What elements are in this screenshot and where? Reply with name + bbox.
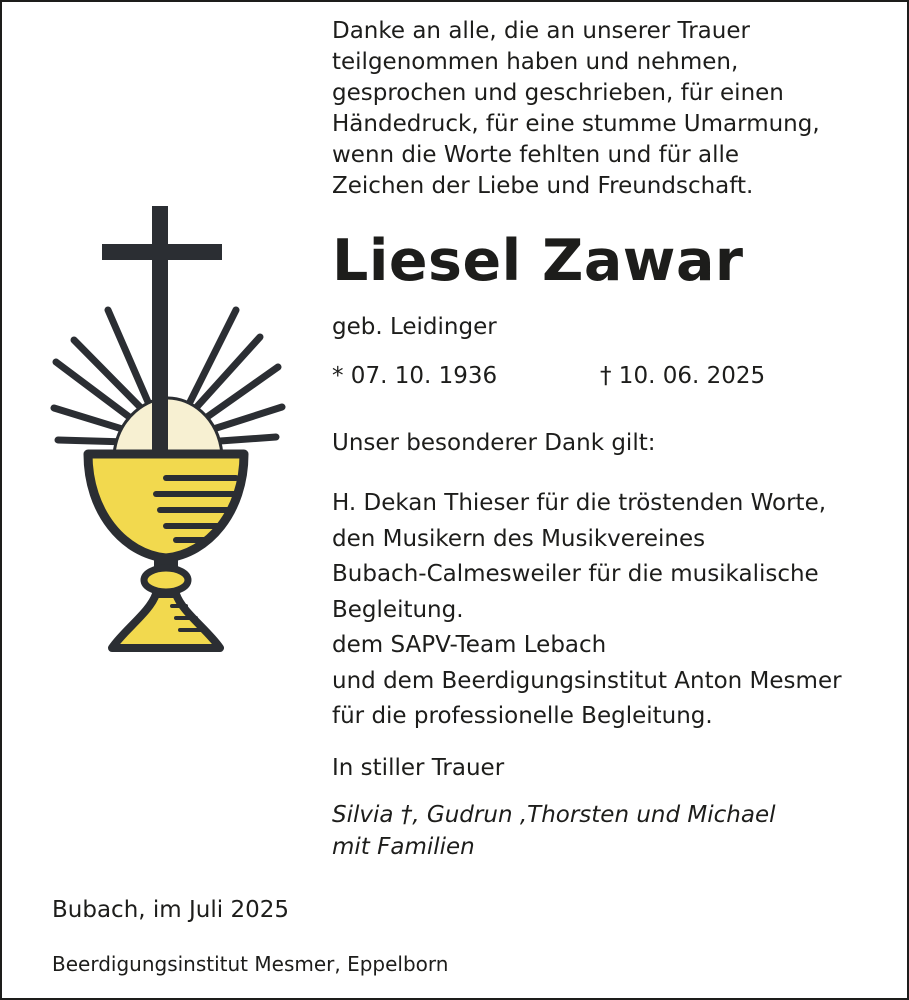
funeral-home: Beerdigungsinstitut Mesmer, Eppelborn <box>52 952 449 976</box>
chalice-foot <box>112 594 220 648</box>
thanks-heading: Unser besonderer Dank gilt: <box>332 430 656 456</box>
intro-line: wenn die Worte fehlten und für alle <box>332 142 740 168</box>
place-date: Bubach, im Juli 2025 <box>52 897 289 923</box>
cross-vertical <box>152 206 168 458</box>
intro-line: Händedruck, für eine stumme Umarmung, <box>332 111 820 137</box>
thanks-line: H. Dekan Thieser für die tröstenden Worte, <box>332 490 827 516</box>
family-line: mit Familien <box>332 834 475 860</box>
death-date: † 10. 06. 2025 <box>600 363 766 389</box>
intro-text <box>332 16 892 202</box>
thanks-line: Bubach-Calmesweiler für die musikalische <box>332 561 819 587</box>
family-line: Silvia †, Gudrun ,Thorsten und Michael <box>332 802 776 828</box>
deceased-name: Liesel Zawar <box>332 228 744 294</box>
intro-line: Zeichen der Liebe und Freundschaft. <box>332 173 754 199</box>
thanks-list <box>332 486 842 735</box>
thanks-line: und dem Beerdigungsinstitut Anton Mesmer <box>332 667 842 694</box>
thanks-line: dem SAPV-Team Lebach <box>332 632 607 658</box>
thanks-line: den Musikern des Musikvereines <box>332 525 706 552</box>
cross-horizontal <box>102 244 222 260</box>
maiden-name: geb. Leidinger <box>332 314 497 340</box>
family-signature <box>332 799 776 863</box>
chalice-knot <box>144 568 188 592</box>
thanks-line: Begleitung. <box>332 596 464 623</box>
mourning-line: In stiller Trauer <box>332 755 505 781</box>
intro-line: teilgenommen haben und nehmen, <box>332 49 739 75</box>
cross-chalice-icon <box>48 202 288 662</box>
chalice-cup <box>88 454 244 558</box>
intro-line: Danke an alle, die an unserer Trauer <box>332 18 750 44</box>
intro-line: gesprochen und geschrieben, für einen <box>332 80 784 106</box>
birth-date: * 07. 10. 1936 <box>332 363 498 389</box>
thanks-line: für die professionelle Begleitung. <box>332 703 713 729</box>
